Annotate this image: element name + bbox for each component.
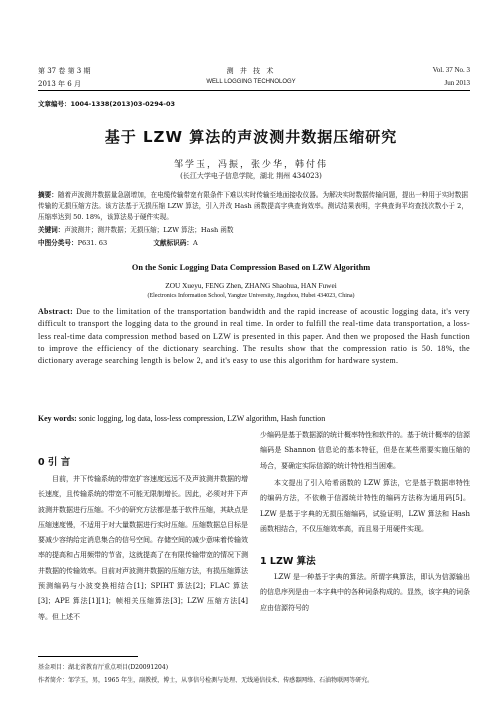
- intro-heading: 0 引 言: [38, 457, 71, 468]
- header-date-en: Jun 2013: [444, 79, 470, 87]
- en-affiliation: (Electronics Information School, Yangtze University, Jingzhou, Hubei 434023, China): [147, 293, 355, 299]
- right-para2: 本文提出了引入哈希函数的 LZW 算法，它是基于数据串特性的编码方法，不依赖于信源统计特性的编码方法称为通用码[5]。LZW 是基于字典的无损压缩编码，试验证明，LZW 算法和 Hash 函数相结合，不仅压缩效率高，而且易于用硬件实现。: [260, 479, 470, 533]
- footnote-fund: 基金项目：湖北省教育厅重点项目(D20091204): [38, 664, 169, 671]
- sec1-text: LZW 是一种基于字典的算法。所谓字典算法，即认为信源输出的信息序列是由一本字典中的各种词条构成的。显然，该字典的词条应由信源符号的: [260, 573, 470, 612]
- abstract-cn-label: 摘要：: [38, 191, 58, 199]
- footnote-rule: [38, 656, 138, 657]
- page-title: 基于 LZW 算法的声波测井数据压缩研究: [104, 128, 398, 146]
- keywords-en-label: Key words:: [38, 414, 77, 423]
- doc-code-label: 文献标识码：: [153, 239, 193, 247]
- header-volume: 第 37 卷 第 3 期: [38, 67, 91, 75]
- header-vol-en: Vol. 37 No. 3: [432, 66, 470, 74]
- keywords-cn-text: 声波测井；测井数据；无损压缩；LZW 算法；Hash 函数: [64, 226, 234, 234]
- keywords-cn-label: 关键词：: [38, 226, 65, 234]
- footnote-author: 作者简介：邹学玉，男，1965 年生，副教授，博士，从事信号检测与处理、无线通信技术、传感器网络、石油物联网等研究。: [38, 677, 374, 684]
- abstract-cn: [38, 190, 468, 223]
- header-rule: [38, 90, 470, 91]
- doc-code-value: A: [192, 239, 198, 247]
- intro-text: 目前，井下传输系统的带宽扩容速度远远不及声波测井数据的增长速度，且传输系统的带宽不可能无限制增长。因此，必须对井下声波测井数据进行压缩。不少的研究方法都是基于软件压缩，其缺点是压缩速度慢，不适用于对大量数据进行实时压缩。压缩数据总目标是要减少容纳给定消息集合的信号空间。存储空间的减少意味着传输效率的提高和占用频带的节省，这就提高了在有限传输带宽的情况下测井数据的传输效率。目前对声波测井数据的压缩方法，有损压缩算法预测编码与小波变换相结合[1]；SPIHT 算法[2]；FLAC 算法[3]；APE 算法[1][1]；帧相关压缩算法[3]；LZW 压缩方法[4]等。但上述不: [38, 475, 248, 621]
- abstract-en-text: Due to the limitation of the transportation bandwidth and the rapid increase of acoustic logging data, it's very difficult to transport the logging data to the ground in real time. In order to fulfill the real-time data transportation, a loss-less real-time data compression method based on LZW is presented in this paper. And then we proposed the Hash function to improve the efficiency of the dictionary searching. The results show that the compression ratio is 50. 18%, the dictionary average searching length is below 2, and it's easy to use this algorithm for hardware system.: [38, 307, 470, 366]
- classification-line: [38, 238, 468, 249]
- header-date: 2013 年 6 月: [38, 80, 81, 88]
- classification-label: 中图分类号：: [38, 239, 78, 247]
- right-top-text: 少编码是基于数据源的统计概率特性和软件的。基于统计概率的信源编码是 Shannon 信息论的基本特征，但是在某些需要实施压缩的场合，要确定实际信源的统计特性相当困难。: [260, 431, 470, 470]
- classification-value: P631. 63: [77, 239, 108, 247]
- keywords-en-text: sonic logging, log data, loss-less compression, LZW algorithm, Hash function: [78, 414, 326, 423]
- header-journal-en: WELL LOGGING TECHNOLOGY: [206, 79, 296, 85]
- abstract-cn-text: 随着声波测井数据量急剧增加，在电缆传输带宽有限条件下难以实时传输至地面接收仪器。为解决实时数据传输问题，提出一种用于实时数据传输的无损压缩方法。该方法基于无损压缩 LZW 算法，引入并改 Hash 函数提高字典查询效率。测试结果表明，字典查询平均查找次数小于 2，压缩率达到 50. 18%，该算法易于硬件实现。: [38, 191, 469, 221]
- sec1-heading: 1 LZW 算法: [260, 556, 316, 567]
- header-journal-cn: 测 井 技 术: [226, 67, 276, 75]
- keywords-en: [38, 414, 470, 423]
- en-authors: ZOU Xueyu, FENG Zhen, ZHANG Shaohua, HAN Fuwei: [165, 281, 337, 290]
- en-title: On the Sonic Logging Data Compression Based on LZW Algorithm: [131, 263, 371, 272]
- abstract-en-label: Abstract:: [38, 307, 74, 316]
- affiliation: (长江大学电子信息学院，湖北 荆州 434023): [180, 172, 322, 180]
- authors: 邹学玉，冯振，张少华，韩付伟: [173, 160, 328, 170]
- abstract-en: [38, 306, 470, 367]
- article-number: 文章编号：1004-1338(2013)03-0294-03: [38, 100, 175, 108]
- keywords-cn: [38, 225, 468, 236]
